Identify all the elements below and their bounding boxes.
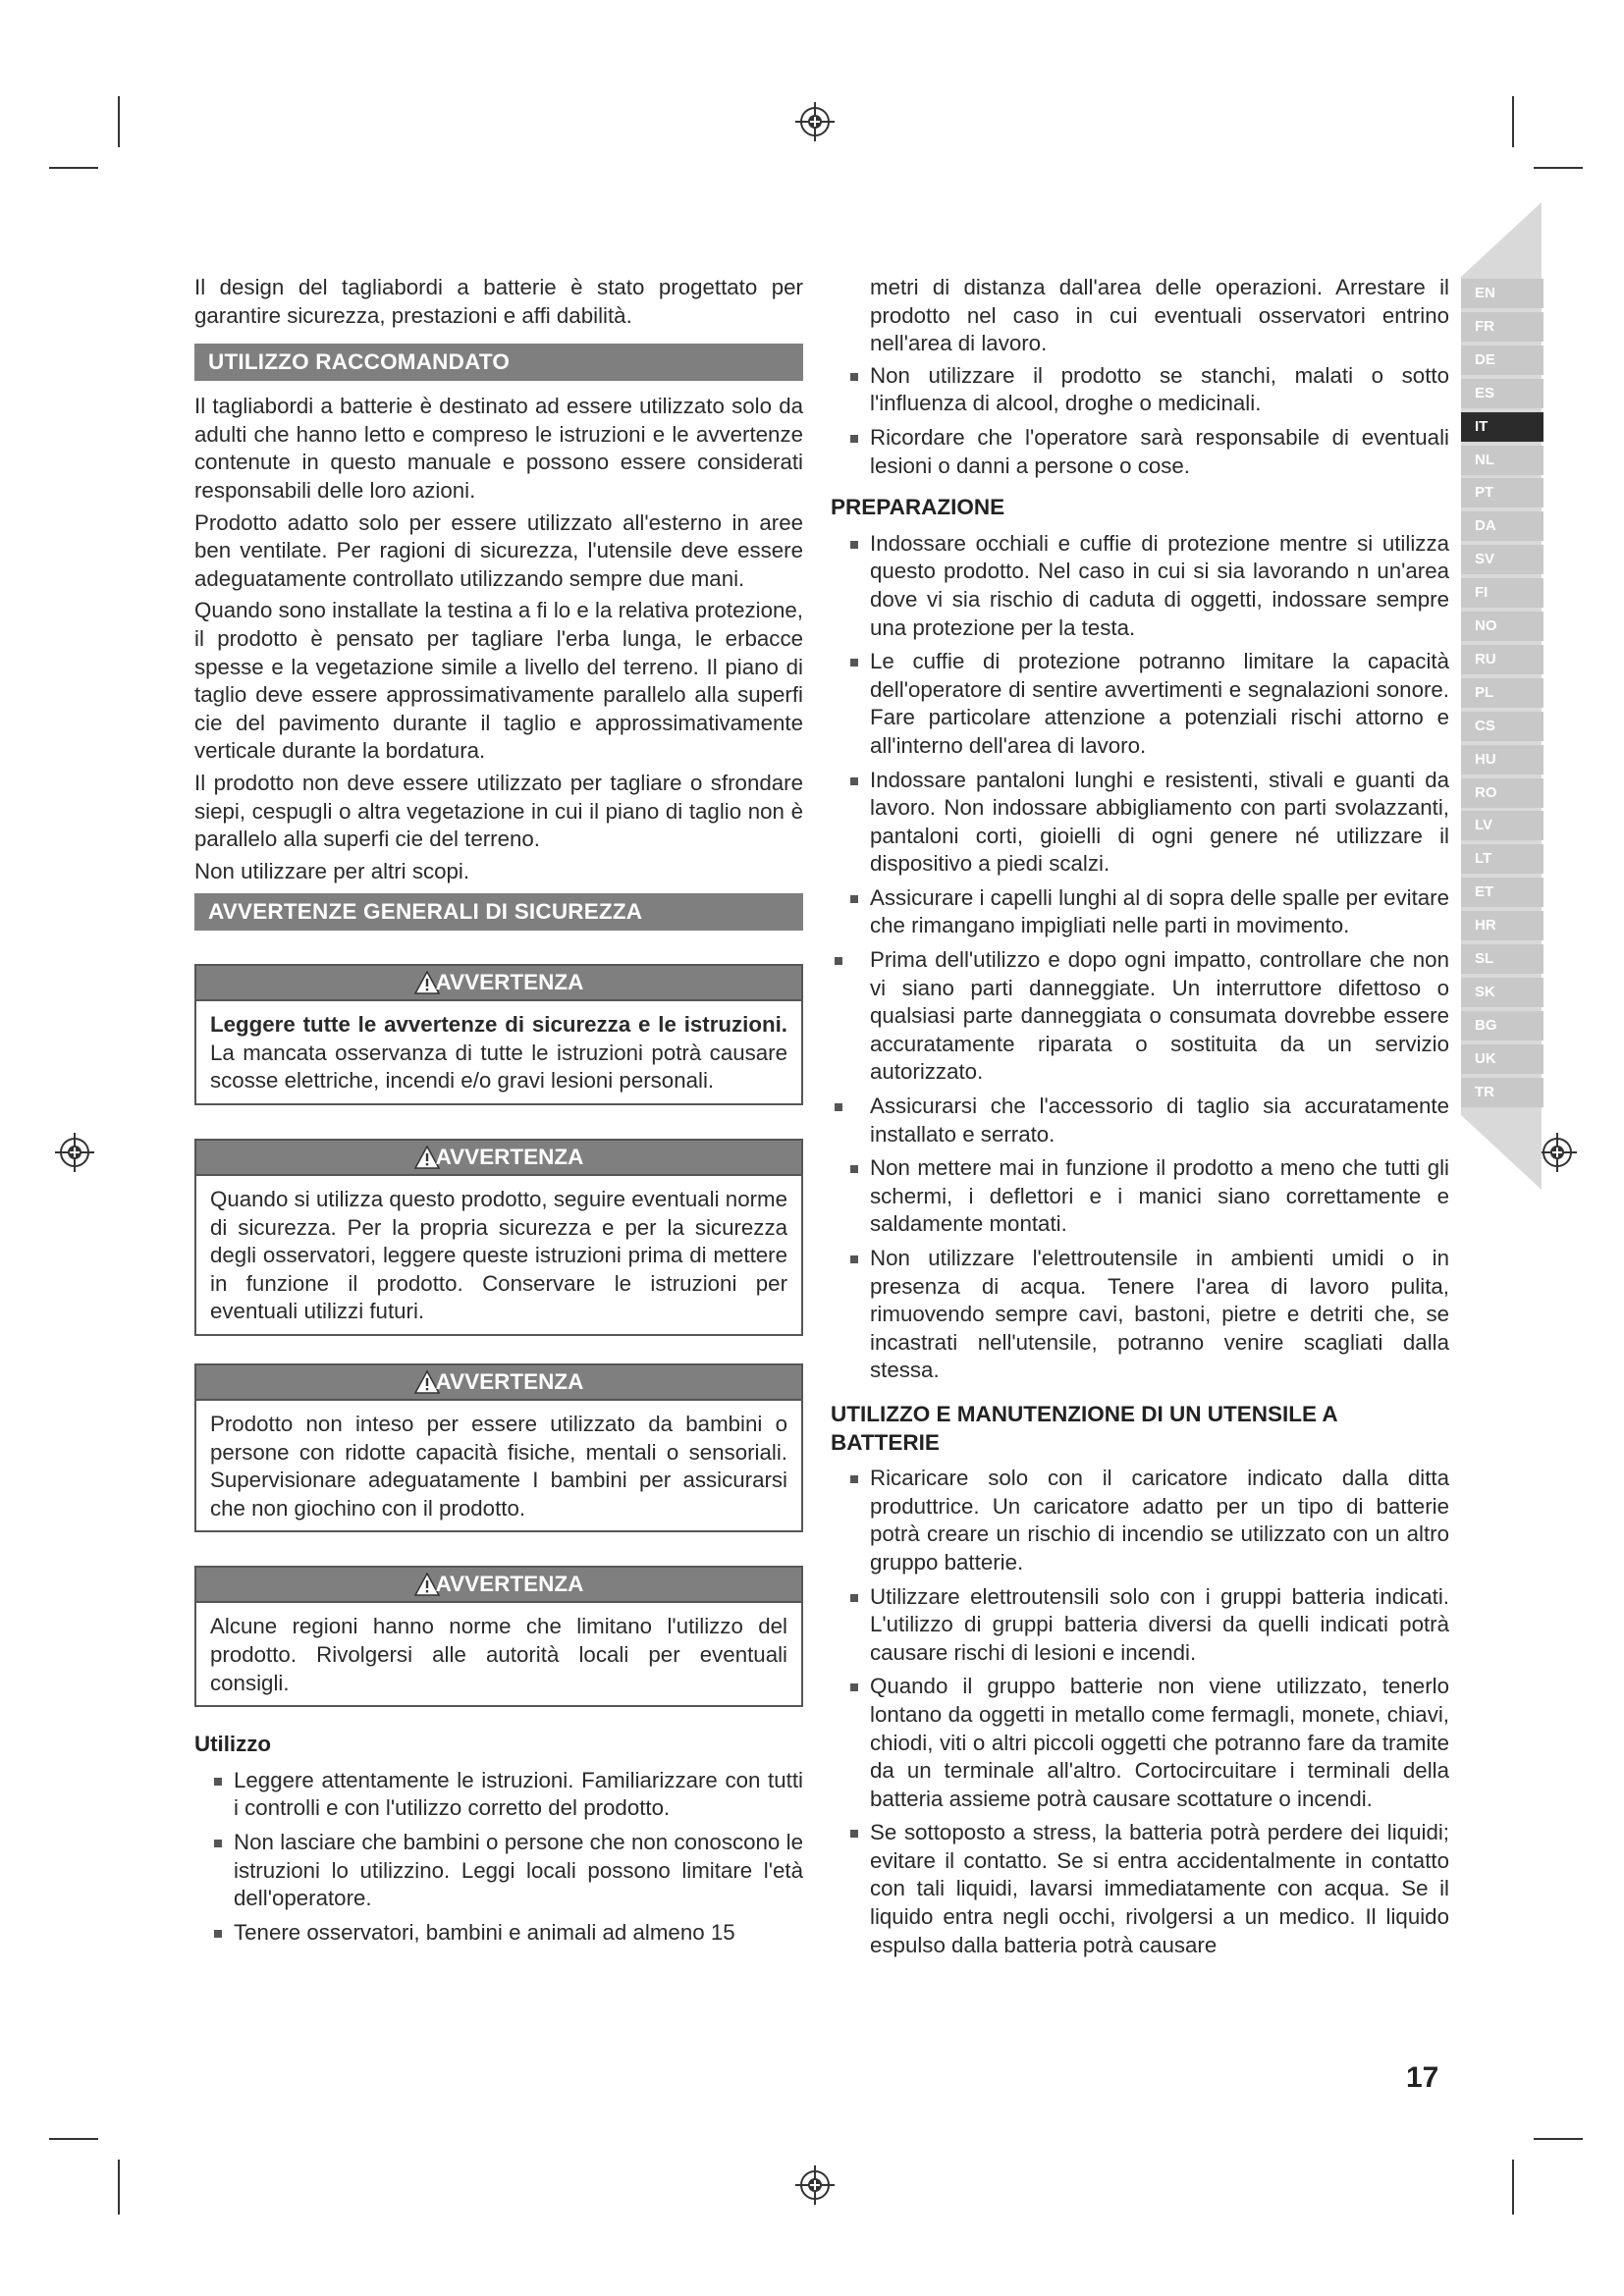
list-item-text: Se sottoposto a stress, la batteria potrà perdere dei liquidi; evitare il contatto. Se si entra accidentalmente in contatto con tali liquidi, lavarsi immediatamente con acqua. Se il liquido entra negli occhi, rivolgersi a un medico. Il liquido espulso dalla batteria potrà causare <box>870 1820 1449 1957</box>
language-tabs <box>1455 202 1542 1190</box>
language-tab-sl[interactable]: SL <box>1461 944 1543 974</box>
language-tab-it[interactable]: IT <box>1461 412 1543 442</box>
bullet-icon <box>850 373 858 381</box>
warning-text: Quando si utilizza questo prodotto, seguire eventuali norme di sicurezza. Per la propria sicurezza e per la sicurezza degli osservatori, leggere queste istruzioni prima di mettere in funzione il prodotto. Conservare le istruzioni per eventuali utilizzi futuri. <box>210 1187 787 1324</box>
language-tab-bg[interactable]: BG <box>1461 1011 1543 1041</box>
bullet-icon <box>835 957 842 965</box>
language-tab-sk[interactable]: SK <box>1461 978 1543 1007</box>
list-item-text: Non utilizzare il prodotto se stanchi, malati o sotto l'influenza di alcool, droghe o medicinali. <box>870 362 1449 416</box>
warning-box <box>194 1363 803 1532</box>
language-tab-da[interactable]: DA <box>1461 511 1543 541</box>
warning-label: AVVERTENZA <box>435 1369 584 1395</box>
continuation-text: metri di distanza dall'area delle operazioni. Arrestare il prodotto nel caso in cui eventuali osservatori entrino nell'area di lavoro. <box>870 275 1449 356</box>
paragraph: Il prodotto non deve essere utilizzato per tagliare o sfrondare siepi, cespugli o altra vegetazione in cui il piano di taglio non è parallelo alla superfi cie del terreno. <box>194 770 803 852</box>
list-item-text: Indossare occhiali e cuffie di protezione mentre si utilizza questo prodotto. Nel caso in cui si sia lavorando n un'area dove vi sia rischio di caduta di oggetti, indossare sempre una protezione per la testa. <box>870 530 1449 640</box>
warning-header <box>196 1141 801 1176</box>
list-item <box>831 767 1449 879</box>
language-tab-en[interactable]: EN <box>1461 279 1543 308</box>
warning-header <box>196 1568 801 1603</box>
language-tab-lv[interactable]: LV <box>1461 811 1543 840</box>
warning-header <box>196 966 801 1001</box>
list-item-text: Prima dell'utilizzo e dopo ogni impatto, controllare che non vi siano parti danneggiate. Un interruttore difettoso o qualsiasi parte danneggiata o consumata dovrebbe essere accuratamente riparata o sostituita da un servizio autorizzato. <box>870 947 1449 1085</box>
registration-mark-icon <box>793 100 837 143</box>
language-tab-nl[interactable]: NL <box>1461 446 1543 475</box>
language-tab-sv[interactable]: SV <box>1461 545 1543 574</box>
bullet-icon <box>850 1475 858 1483</box>
list-item <box>831 946 1449 1087</box>
warning-text: Alcune regioni hanno norme che limitano l'utilizzo del prodotto. Rivolgersi alle autorità locali per eventuali consigli. <box>210 1614 787 1695</box>
list-item-text: Non mettere mai in funzione il prodotto a meno che tutti gli schermi, i deflettori e i manici siano correttamente e saldamente montati. <box>870 1155 1449 1237</box>
safety-list <box>831 362 1449 480</box>
warning-label: AVVERTENZA <box>435 1145 584 1170</box>
list-item <box>831 648 1449 760</box>
list-item-text: Ricordare che l'operatore sarà responsabile di eventuali lesioni o danni a persone o cose. <box>870 424 1449 478</box>
warning-text: Prodotto non inteso per essere utilizzato da bambini o persone con ridotte capacità fisiche, mentali o sensoriali. Supervisionare adeguatamente I bambini per assicurarsi che non giochino con il prodotto. <box>210 1412 787 1521</box>
language-tab-uk[interactable]: UK <box>1461 1044 1543 1074</box>
crop-mark <box>1512 96 1514 147</box>
warning-label: AVVERTENZA <box>435 970 584 995</box>
bullet-icon <box>850 659 858 667</box>
language-tab-pt[interactable]: PT <box>1461 478 1543 507</box>
warning-strong-text: Leggere tutte le avvertenze di sicurezza e le istruzioni. <box>210 1012 787 1038</box>
paragraph: Non utilizzare per altri scopi. <box>194 858 470 883</box>
language-tab-lt[interactable]: LT <box>1461 844 1543 874</box>
list-item <box>831 884 1449 940</box>
crop-mark <box>1512 2160 1514 2215</box>
list-item <box>831 530 1449 642</box>
bullet-icon <box>850 777 858 785</box>
list-item-text: Le cuffie di protezione potranno limitare la capacità dell'operatore di sentire avvertimenti e segnalazioni sonore. Fare particolare attenzione a potenziali rischi attorno e all'interno dell'area di lavoro. <box>870 649 1449 758</box>
paragraph: Prodotto adatto solo per essere utilizzato all'esterno in aree ben ventilate. Per ragioni di sicurezza, l'utensile deve essere adeguatamente controllato utilizzando sempre due mani. <box>194 509 803 591</box>
warning-text <box>196 1001 801 1103</box>
list-item-text: Indossare pantaloni lunghi e resistenti, stivali e guanti da lavoro. Non indossare abbigliamento con parti svolazzanti, pantaloni corti, gioielli di ogni genere né utilizzare il dispositivo a piedi scalzi. <box>870 767 1449 877</box>
language-tab-hr[interactable]: HR <box>1461 911 1543 940</box>
list-item-text: Tenere osservatori, bambini e animali ad almeno 15 <box>234 1919 735 1945</box>
right-column <box>831 274 1449 1965</box>
list-item <box>831 1245 1449 1385</box>
list-item-text: Utilizzare elettroutensili solo con i gruppi batteria indicati. L'utilizzo di gruppi batteria diversi da quelli indicati potrà causare rischi di lesioni e incendi. <box>870 1583 1449 1665</box>
warning-box <box>194 1139 803 1336</box>
list-item <box>831 1673 1449 1813</box>
crop-mark <box>49 167 98 169</box>
list-item-text: Quando il gruppo batterie non viene utilizzato, tenerlo lontano da oggetti in metallo come fermagli, monete, chiavi, chiodi, viti o altri piccoli oggetti che potranno fare da tramite da un terminale all'altro. Cortocircuitare i terminali della batteria assieme potrà causare scottature o incendi. <box>870 1674 1449 1811</box>
section-heading-battery: UTILIZZO E MANUTENZIONE DI UN UTENSILE A BATTERIE <box>831 1401 1337 1455</box>
list-item <box>194 1919 803 1948</box>
list-item <box>194 1829 803 1913</box>
section-heading-preparation: PREPARAZIONE <box>831 495 1005 520</box>
language-tab-hu[interactable]: HU <box>1461 745 1543 774</box>
list-item-text: Non lasciare che bambini o persone che non conoscono le istruzioni lo utilizzino. Leggi locali possono limitare l'età dell'operatore. <box>234 1829 803 1911</box>
bullet-icon <box>850 895 858 903</box>
bullet-icon <box>850 1683 858 1691</box>
warning-label: AVVERTENZA <box>435 1572 584 1597</box>
language-tab-fr[interactable]: FR <box>1461 312 1543 342</box>
paragraph: Il tagliabordi a batterie è destinato ad essere utilizzato solo da adulti che hanno letto e compreso le istruzioni e le avvertenze contenute in questo manuale e possono essere considerati responsabili delle loro azioni. <box>194 394 803 503</box>
list-item <box>831 1465 1449 1576</box>
list-item <box>831 424 1449 480</box>
list-item <box>831 1819 1449 1959</box>
bullet-icon <box>214 1840 222 1847</box>
usage-list <box>194 1767 803 1948</box>
crop-mark <box>118 2160 120 2215</box>
list-item-text: Leggere attentamente le istruzioni. Familiarizzare con tutti i controlli e con l'utilizzo corretto del prodotto. <box>234 1767 803 1821</box>
bullet-icon <box>835 1103 842 1111</box>
list-item-text: Assicurare i capelli lunghi al di sopra delle spalle per evitare che rimangano impigliati nelle parti in movimento. <box>870 884 1449 938</box>
language-tab-de[interactable]: DE <box>1461 346 1543 375</box>
bullet-icon <box>850 541 858 549</box>
language-tab-es[interactable]: ES <box>1461 379 1543 408</box>
warning-body-text: La mancata osservanza di tutte le istruzioni potrà causare scosse elettriche, incendi e/o gravi lesioni personali. <box>210 1040 787 1094</box>
registration-mark-icon <box>1536 1131 1579 1174</box>
battery-list <box>831 1465 1449 1959</box>
list-item-text: Non utilizzare l'elettroutensile in ambienti umidi o in presenza di acqua. Tenere l'area di lavoro pulita, rimuovendo sempre cavi, bastoni, pietre e detriti che, se incastrati nell'utensile, potranno venire scagliati dalla stessa. <box>870 1246 1449 1383</box>
list-item-text: Ricaricare solo con il caricatore indicato dalla ditta produttrice. Un caricatore adatto per un tipo di batterie potrà creare un rischio di incendio se utilizzato con un altro gruppo batterie. <box>870 1466 1449 1575</box>
left-column <box>194 274 803 1952</box>
bullet-icon <box>850 1165 858 1173</box>
crop-mark <box>49 2138 98 2140</box>
preparation-list <box>831 530 1449 1385</box>
list-item <box>194 1767 803 1823</box>
crop-mark <box>1534 2138 1583 2140</box>
subheading-usage: Utilizzo <box>194 1732 272 1757</box>
language-tab-fi[interactable]: FI <box>1461 578 1543 608</box>
warning-box <box>194 964 803 1105</box>
list-item <box>831 1583 1449 1668</box>
list-item-text: Assicurarsi che l'accessorio di taglio sia accuratamente installato e serrato. <box>870 1094 1449 1147</box>
bullet-icon <box>850 1255 858 1263</box>
list-item <box>831 1093 1449 1148</box>
section-heading-recommended: UTILIZZO RACCOMANDATO <box>194 344 803 381</box>
bullet-icon <box>850 1830 858 1838</box>
language-tab-no[interactable]: NO <box>1461 612 1543 641</box>
language-tab-et[interactable]: ET <box>1461 878 1543 907</box>
crop-mark <box>118 96 120 147</box>
warning-box <box>194 1566 803 1707</box>
bullet-icon <box>850 435 858 443</box>
section-heading-general-safety: AVVERTENZE GENERALI DI SICUREZZA <box>194 893 803 931</box>
list-item <box>831 1154 1449 1239</box>
language-tab-ru[interactable]: RU <box>1461 645 1543 674</box>
registration-mark-icon <box>53 1131 96 1174</box>
bullet-icon <box>214 1778 222 1786</box>
language-tab-pl[interactable]: PL <box>1461 678 1543 708</box>
bullet-icon <box>214 1930 222 1938</box>
bullet-icon <box>850 1594 858 1602</box>
language-tab-tr[interactable]: TR <box>1461 1078 1543 1107</box>
language-tab-ro[interactable]: RO <box>1461 778 1543 808</box>
list-item <box>831 362 1449 418</box>
language-tab-cs[interactable]: CS <box>1461 712 1543 741</box>
paragraph: Quando sono installate la testina a fi lo e la relativa protezione, il prodotto è pensato per tagliare l'erba lunga, le erbacce spesse e la vegetazione simile a livello del terreno. Il piano di taglio deve essere approssimativamente parallelo alla superfi cie del pavimento durante il taglio e approssimativamente verticale durante la bordatura. <box>194 598 803 764</box>
registration-mark-icon <box>793 2163 837 2207</box>
page-number: 17 <box>1406 2061 1439 2094</box>
crop-mark <box>1534 167 1583 169</box>
warning-header <box>196 1365 801 1401</box>
intro-text: Il design del tagliabordi a batterie è stato progettato per garantire sicurezza, prestazioni e affi dabilità. <box>194 275 803 328</box>
